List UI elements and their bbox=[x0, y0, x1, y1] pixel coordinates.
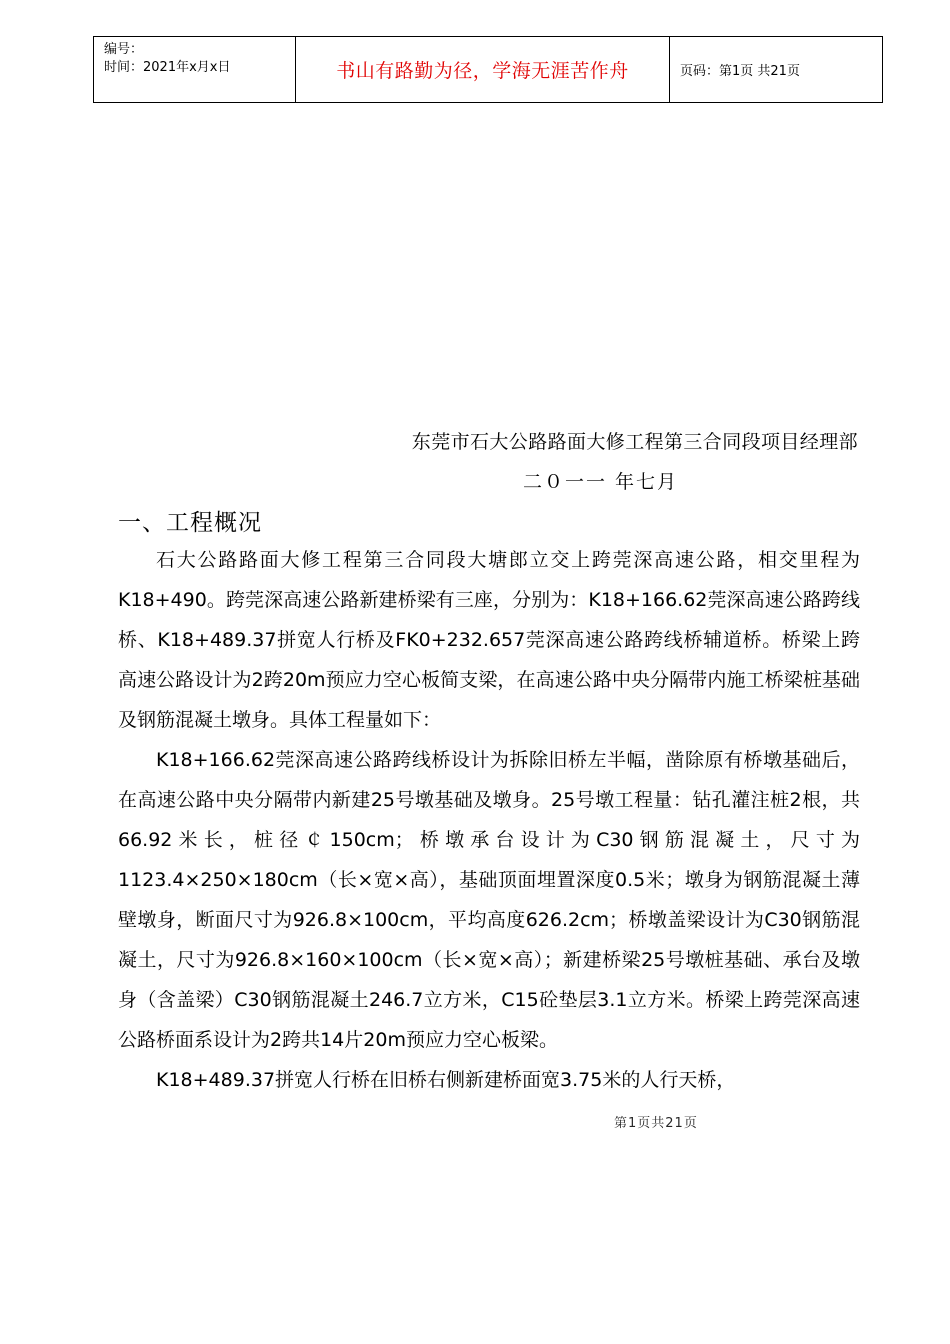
header-page-cell bbox=[670, 37, 882, 102]
header-meta-cell bbox=[94, 37, 296, 102]
paragraph-2: K18+166.62莞深高速公路跨线桥设计为拆除旧桥左半幅，凿除原有桥墩基础后，在高速公路中央分隔带内新建25号墩基础及墩身。25号墩工程量：钻孔灌注桩2根，共66.92米长，桩径￠150cm；桥墩承台设计为C30钢筋混凝土，尺寸为1123.4×250×180cm（长×宽×高），基础顶面埋置深度0.5米；墩身为钢筋混凝土薄壁墩身，断面尺寸为926.8×100cm，平均高度626.2cm；桥墩盖梁设计为C30钢筋混凝土，尺寸为926.8×160×100cm（长×宽×高）；新建桥梁25号墩桩基础、承台及墩身（含盖梁）C30钢筋混凝土246.7立方米，C15砼垫层3.1立方米。桥梁上跨莞深高速公路桥面系设计为2跨共14片20m预应力空心板梁。 bbox=[118, 749, 860, 1051]
code-label: 编号： bbox=[104, 42, 144, 57]
motto-text: 书山有路勤为径，学海无涯苦作舟 bbox=[336, 60, 629, 82]
paragraph-1: 石大公路路面大修工程第三合同段大塘郎立交上跨莞深高速公路，相交里程为K18+490。跨莞深高速公路新建桥梁有三座，分别为：K18+166.62莞深高速公路跨线桥、K18+489.37拼宽人行桥及FK0+232.657莞深高速公路跨线桥辅道桥。桥梁上跨高速公路设计为2跨20m预应力空心板简支梁，在高速公路中央分隔带内施工桥梁桩基础及钢筋混凝土墩身。具体工程量如下： bbox=[118, 549, 860, 731]
page-label: 页码：第1页 共21页 bbox=[680, 64, 800, 79]
body-text bbox=[118, 540, 860, 1100]
section-heading: 一、工程概况 bbox=[118, 510, 262, 536]
paragraph-3: K18+489.37拼宽人行桥在旧桥右侧新建桥面宽3.75米的人行天桥， bbox=[156, 1069, 736, 1091]
time-label: 时间：2021年x月x日 bbox=[104, 60, 231, 75]
document-date: 二０一一 年七月 bbox=[522, 471, 678, 493]
header-table bbox=[93, 36, 883, 103]
page-number-overlay: 第1页共21页 bbox=[614, 1116, 698, 1131]
organization-name: 东莞市石大公路路面大修工程第三合同段项目经理部 bbox=[411, 431, 858, 453]
header-motto-cell bbox=[296, 37, 670, 102]
